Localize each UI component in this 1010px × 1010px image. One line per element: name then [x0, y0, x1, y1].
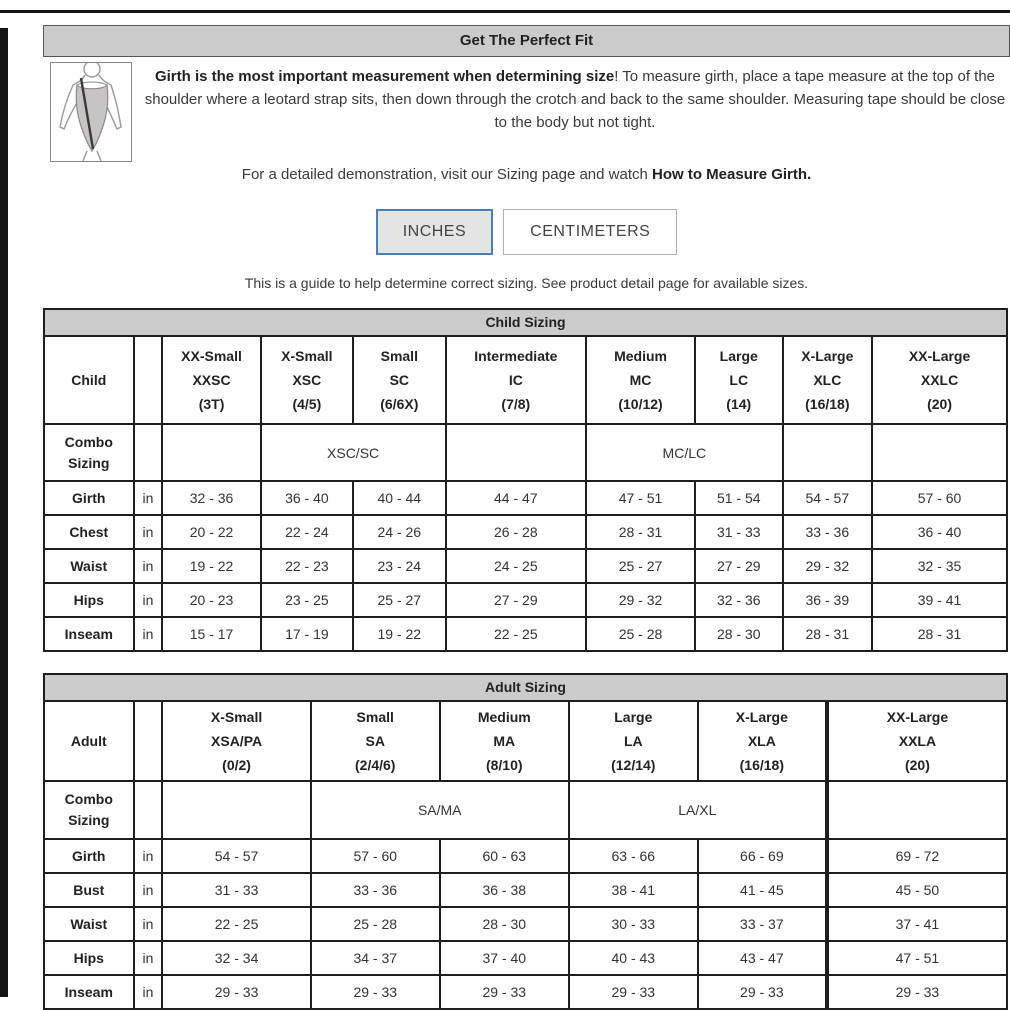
child-measurement-value: 32 - 36: [695, 583, 783, 617]
girth-instructions-bold: Girth is the most important measurement when determining size: [154, 68, 615, 85]
child-combo-row: [44, 424, 1007, 481]
adult-unit-cell: in: [134, 839, 163, 873]
child-unit-cell: in: [134, 481, 163, 515]
adult-measurement-value: 29 - 33: [827, 975, 1007, 1009]
adult-size-column-header: [311, 701, 440, 781]
adult-row-header: Adult: [44, 701, 134, 781]
size-header-line: XLC: [813, 372, 842, 388]
size-header-line: Large: [614, 709, 653, 725]
child-unit-cell: in: [134, 617, 163, 651]
size-header-line: XX-Large: [908, 348, 971, 364]
size-header-line: (10/12): [618, 396, 663, 412]
child-sizing-title: Child Sizing: [43, 308, 1008, 335]
adult-measurement-label: Hips: [44, 941, 134, 975]
combo-header-line: Combo: [64, 433, 113, 450]
child-measurement-value: 23 - 24: [353, 549, 445, 583]
adult-measurement-label: Girth: [44, 839, 134, 873]
adult-measurement-label: Bust: [44, 873, 134, 907]
adult-measurement-value: 25 - 28: [311, 907, 440, 941]
child-measurement-value: 15 - 17: [162, 617, 260, 651]
adult-header-row: [44, 701, 1007, 781]
child-measurement-value: 25 - 28: [586, 617, 695, 651]
adult-measurement-value: 41 - 45: [698, 873, 827, 907]
adult-combo-sizing-cell: [162, 781, 310, 839]
child-measurement-value: 23 - 25: [261, 583, 353, 617]
child-measurement-value: 40 - 44: [353, 481, 445, 515]
top-border-line: [0, 10, 1010, 13]
girth-instructions-rest: ! To measure girth, place a tape measure at the top of the shoulder where a leotard strap sits, then down through the crotch and back to the same shoulder. Measuring tape should be close to the body but not tight.: [144, 68, 1006, 131]
child-measurement-value: 29 - 32: [586, 583, 695, 617]
child-combo-sizing-cell: MC/LC: [586, 424, 782, 481]
child-measurement-value: 19 - 22: [162, 549, 260, 583]
child-measurement-value: 19 - 22: [353, 617, 445, 651]
child-measurement-value: 27 - 29: [446, 583, 587, 617]
size-header-line: XLA: [747, 733, 776, 749]
adult-size-column-header: [698, 701, 827, 781]
adult-sizing-title: Adult Sizing: [43, 673, 1008, 700]
size-header-line: (20): [927, 396, 952, 412]
child-combo-unit-cell: [134, 424, 163, 481]
child-measurement-value: 27 - 29: [695, 549, 783, 583]
adult-measurement-value: 30 - 33: [569, 907, 698, 941]
child-size-column-header: [446, 336, 587, 424]
size-header-line: X-Small: [210, 709, 263, 725]
adult-unit-cell: in: [134, 975, 163, 1009]
combo-header-line: Sizing: [68, 812, 110, 828]
child-measurement-value: 28 - 31: [872, 617, 1007, 651]
child-measurement-value: 24 - 25: [446, 549, 587, 583]
child-measurement-value: 39 - 41: [872, 583, 1007, 617]
child-measurement-value: 36 - 40: [872, 515, 1007, 549]
size-header-line: (16/18): [805, 396, 850, 412]
child-measurement-value: 51 - 54: [695, 481, 783, 515]
adult-measurement-value: 32 - 34: [162, 941, 310, 975]
size-header-line: X-Large: [801, 348, 854, 364]
child-measurement-value: 20 - 23: [162, 583, 260, 617]
child-combo-sizing-cell: [872, 424, 1007, 481]
child-measurement-value: 25 - 27: [586, 549, 695, 583]
adult-size-column-header: [827, 701, 1007, 781]
child-measurement-row: [44, 617, 1007, 651]
size-header-line: X-Small: [281, 348, 333, 364]
child-measurement-row: [44, 583, 1007, 617]
child-measurement-value: 44 - 47: [446, 481, 587, 515]
size-header-line: LC: [729, 372, 749, 388]
child-size-column-header: [695, 336, 783, 424]
adult-measurement-value: 31 - 33: [162, 873, 310, 907]
girth-measurement-diagram-icon: [50, 62, 132, 162]
child-measurement-value: 36 - 40: [261, 481, 353, 515]
child-measurement-label: Hips: [44, 583, 134, 617]
adult-measurement-row: [44, 839, 1007, 873]
adult-measurement-value: 29 - 33: [162, 975, 310, 1009]
adult-sizing-section: [43, 673, 1008, 1010]
child-unit-cell: in: [134, 515, 163, 549]
girth-instructions: [132, 62, 1010, 162]
child-measurement-value: 22 - 25: [446, 617, 587, 651]
child-size-column-header: [586, 336, 695, 424]
unit-toggle: [43, 209, 1010, 255]
child-size-column-header: [783, 336, 873, 424]
size-header-line: SC: [389, 372, 410, 388]
child-combo-row-header: [44, 424, 134, 481]
size-header-line: (8/10): [485, 757, 523, 773]
adult-measurement-label: Waist: [44, 907, 134, 941]
combo-header-line: Sizing: [68, 454, 110, 471]
demo-note-text: For a detailed demonstration, visit our Sizing page and watch: [241, 166, 653, 183]
child-measurement-value: 54 - 57: [783, 481, 873, 515]
child-measurement-label: Chest: [44, 515, 134, 549]
child-combo-sizing-cell: [446, 424, 587, 481]
child-combo-sizing-cell: [783, 424, 873, 481]
adult-measurement-value: 29 - 33: [569, 975, 698, 1009]
size-header-line: Intermediate: [474, 348, 558, 364]
adult-unit-cell: in: [134, 873, 163, 907]
child-measurement-value: 26 - 28: [446, 515, 587, 549]
adult-measurement-value: 34 - 37: [311, 941, 440, 975]
size-header-line: (0/2): [222, 757, 251, 773]
sizing-guide-page: [43, 25, 1010, 1010]
size-header-line: Small: [356, 709, 394, 725]
adult-measurement-value: 22 - 25: [162, 907, 310, 941]
page-title: Get The Perfect Fit: [43, 25, 1010, 57]
adult-measurement-value: 33 - 36: [311, 873, 440, 907]
size-header-line: SA: [365, 733, 385, 749]
adult-measurement-value: 43 - 47: [698, 941, 827, 975]
adult-measurement-value: 60 - 63: [440, 839, 569, 873]
adult-unit-header-cell: [134, 701, 163, 781]
size-header-line: Small: [380, 348, 418, 364]
adult-measurement-value: 63 - 66: [569, 839, 698, 873]
adult-measurement-value: 37 - 41: [827, 907, 1007, 941]
adult-unit-cell: in: [134, 941, 163, 975]
adult-measurement-value: 29 - 33: [311, 975, 440, 1009]
size-header-line: (2/4/6): [355, 757, 396, 773]
child-measurement-value: 24 - 26: [353, 515, 445, 549]
adult-measurement-value: 37 - 40: [440, 941, 569, 975]
child-combo-sizing-cell: XSC/SC: [261, 424, 446, 481]
adult-measurement-label: Inseam: [44, 975, 134, 1009]
adult-measurement-value: 57 - 60: [311, 839, 440, 873]
child-measurement-value: 28 - 30: [695, 617, 783, 651]
child-unit-header-cell: [134, 336, 163, 424]
child-measurement-value: 33 - 36: [783, 515, 873, 549]
adult-measurement-value: 29 - 33: [440, 975, 569, 1009]
size-header-line: Medium: [614, 348, 667, 364]
size-header-line: (4/5): [292, 396, 322, 412]
child-measurement-row: [44, 481, 1007, 515]
child-measurement-value: 25 - 27: [353, 583, 445, 617]
adult-size-column-header: [440, 701, 569, 781]
child-sizing-section: [43, 308, 1008, 652]
adult-combo-sizing-cell: SA/MA: [311, 781, 569, 839]
adult-combo-unit-cell: [134, 781, 163, 839]
adult-unit-cell: in: [134, 907, 163, 941]
child-size-column-header: [353, 336, 445, 424]
child-measurement-value: 31 - 33: [695, 515, 783, 549]
centimeters-button[interactable]: CENTIMETERS: [503, 209, 677, 255]
adult-measurement-row: [44, 941, 1007, 975]
child-measurement-value: 17 - 19: [261, 617, 353, 651]
child-unit-cell: in: [134, 583, 163, 617]
child-measurement-value: 57 - 60: [872, 481, 1007, 515]
adult-measurement-value: 28 - 30: [440, 907, 569, 941]
size-header-line: (7/8): [501, 396, 531, 412]
child-measurement-value: 22 - 23: [261, 549, 353, 583]
combo-header-line: Combo: [64, 791, 113, 807]
adult-measurement-value: 40 - 43: [569, 941, 698, 975]
adult-sizing-table: [43, 700, 1008, 1010]
adult-measurement-row: [44, 907, 1007, 941]
child-measurement-value: 36 - 39: [783, 583, 873, 617]
size-header-line: XSC: [292, 372, 322, 388]
size-header-line: (12/14): [611, 757, 656, 773]
adult-measurement-row: [44, 975, 1007, 1009]
size-header-line: IC: [508, 372, 523, 388]
adult-size-column-header: [569, 701, 698, 781]
size-header-line: (3T): [198, 396, 225, 412]
size-header-line: (16/18): [739, 757, 784, 773]
size-header-line: (6/6X): [380, 396, 419, 412]
size-header-line: XXSC: [192, 372, 231, 388]
child-measurement-row: [44, 515, 1007, 549]
child-measurement-label: Waist: [44, 549, 134, 583]
size-header-line: MA: [493, 733, 516, 749]
child-measurement-value: 29 - 32: [783, 549, 873, 583]
adult-measurement-value: 38 - 41: [569, 873, 698, 907]
child-unit-cell: in: [134, 549, 163, 583]
child-combo-sizing-cell: [162, 424, 260, 481]
adult-combo-sizing-cell: [827, 781, 1007, 839]
demo-note: [43, 166, 1010, 183]
size-header-line: Medium: [477, 709, 531, 725]
child-size-column-header: [872, 336, 1007, 424]
child-row-header: Child: [44, 336, 134, 424]
size-header-line: (20): [904, 757, 930, 773]
adult-measurement-value: 66 - 69: [698, 839, 827, 873]
adult-measurement-value: 45 - 50: [827, 873, 1007, 907]
left-border-bar: [0, 28, 8, 997]
child-measurement-label: Girth: [44, 481, 134, 515]
child-sizing-table: [43, 335, 1008, 652]
size-header-line: MC: [629, 372, 652, 388]
child-measurement-value: 32 - 36: [162, 481, 260, 515]
adult-combo-row-header: [44, 781, 134, 839]
child-measurement-value: 32 - 35: [872, 549, 1007, 583]
adult-measurement-value: 29 - 33: [698, 975, 827, 1009]
size-header-line: X-Large: [735, 709, 788, 725]
size-header-line: LA: [623, 733, 643, 749]
guide-note: This is a guide to help determine correct sizing. See product detail page for available sizes.: [244, 275, 809, 291]
adult-combo-row: [44, 781, 1007, 839]
child-measurement-value: 28 - 31: [783, 617, 873, 651]
child-measurement-row: [44, 549, 1007, 583]
inches-button[interactable]: INCHES: [376, 209, 493, 255]
demo-note-bold: How to Measure Girth.: [652, 166, 812, 183]
adult-measurement-row: [44, 873, 1007, 907]
size-header-line: XX-Small: [181, 348, 242, 364]
size-header-line: XXLC: [920, 372, 959, 388]
child-measurement-value: 28 - 31: [586, 515, 695, 549]
child-size-column-header: [261, 336, 353, 424]
size-header-line: Large: [719, 348, 758, 364]
adult-measurement-value: 33 - 37: [698, 907, 827, 941]
adult-combo-sizing-cell: LA/XL: [569, 781, 827, 839]
child-header-row: [44, 336, 1007, 424]
child-measurement-label: Inseam: [44, 617, 134, 651]
size-header-line: XX-Large: [886, 709, 949, 725]
size-header-line: XXLA: [898, 733, 937, 749]
child-measurement-value: 22 - 24: [261, 515, 353, 549]
size-header-line: (14): [726, 396, 752, 412]
adult-measurement-value: 47 - 51: [827, 941, 1007, 975]
size-header-line: XSA/PA: [211, 733, 263, 749]
adult-size-column-header: [162, 701, 310, 781]
adult-measurement-value: 36 - 38: [440, 873, 569, 907]
child-size-column-header: [162, 336, 260, 424]
adult-measurement-value: 69 - 72: [827, 839, 1007, 873]
child-measurement-value: 47 - 51: [586, 481, 695, 515]
girth-intro-section: [43, 62, 1010, 162]
adult-measurement-value: 54 - 57: [162, 839, 310, 873]
child-measurement-value: 20 - 22: [162, 515, 260, 549]
